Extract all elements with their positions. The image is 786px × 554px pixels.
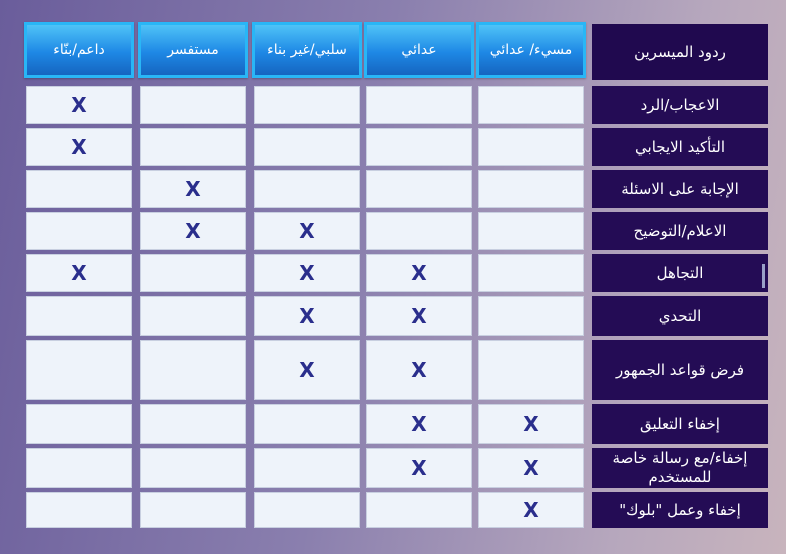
cell-empty [26,170,132,208]
cell-marked [478,404,584,444]
x-mark: X [411,358,427,382]
row-label: الاعجاب/الرد [592,86,768,124]
cell-empty [254,170,360,208]
cell-empty [478,212,584,250]
cell-empty [140,86,246,124]
cell-marked [366,340,472,400]
x-mark: X [523,412,539,436]
cell-empty [366,492,472,528]
x-mark: X [185,219,201,243]
column-header: سلبي/غير بناء [252,22,362,78]
cell-marked [26,254,132,292]
cell-marked [254,296,360,336]
cell-empty [478,254,584,292]
cell-marked [254,340,360,400]
cell-empty [26,296,132,336]
cell-marked [254,254,360,292]
cell-marked [254,212,360,250]
cell-empty [366,212,472,250]
cell-marked [366,254,472,292]
row-label: التأكيد الايجابي [592,128,768,166]
cell-empty [26,212,132,250]
cell-marked [366,404,472,444]
cell-marked [140,212,246,250]
cell-empty [254,86,360,124]
cell-marked [366,448,472,488]
row-label: الإجابة على الاسئلة [592,170,768,208]
cell-marked [140,170,246,208]
cell-empty [140,128,246,166]
cell-empty [26,448,132,488]
cell-empty [140,492,246,528]
cell-empty [26,340,132,400]
column-header: داعم/بنّاء [24,22,134,78]
cell-empty [366,170,472,208]
cell-empty [254,404,360,444]
x-mark: X [299,261,315,285]
x-mark: X [299,358,315,382]
row-label: إخفاء التعليق [592,404,768,444]
x-mark: X [411,456,427,480]
row-label: التجاهل [592,254,768,292]
x-mark: X [411,412,427,436]
cell-empty [366,128,472,166]
x-mark: X [71,135,87,159]
corner-label: ردود الميسرين [592,24,768,80]
x-mark: X [299,304,315,328]
cell-empty [26,492,132,528]
x-mark: X [523,498,539,522]
cell-empty [366,86,472,124]
edge-tick [762,264,765,288]
x-mark: X [71,93,87,117]
column-header: مسيء/ عدائي [476,22,586,78]
cell-empty [140,254,246,292]
cell-empty [478,296,584,336]
cell-empty [254,448,360,488]
x-mark: X [411,261,427,285]
x-mark: X [185,177,201,201]
row-label: إخفاء/مع رسالة خاصة للمستخدم [592,448,768,488]
cell-empty [140,296,246,336]
cell-empty [478,340,584,400]
column-header: مستفسر [138,22,248,78]
row-label: إخفاء وعمل "بلوك" [592,492,768,528]
x-mark: X [71,261,87,285]
cell-empty [26,404,132,444]
row-label: الاعلام/التوضيح [592,212,768,250]
cell-marked [478,448,584,488]
cell-empty [254,128,360,166]
row-label: التحدي [592,296,768,336]
cell-marked [478,492,584,528]
row-label: فرض قواعد الجمهور [592,340,768,400]
cell-marked [26,128,132,166]
cell-empty [140,448,246,488]
cell-empty [254,492,360,528]
cell-empty [478,128,584,166]
x-mark: X [299,219,315,243]
x-mark: X [523,456,539,480]
cell-empty [140,340,246,400]
x-mark: X [411,304,427,328]
cell-marked [26,86,132,124]
cell-empty [140,404,246,444]
cell-empty [478,86,584,124]
cell-empty [478,170,584,208]
cell-marked [366,296,472,336]
column-header: عدائي [364,22,474,78]
